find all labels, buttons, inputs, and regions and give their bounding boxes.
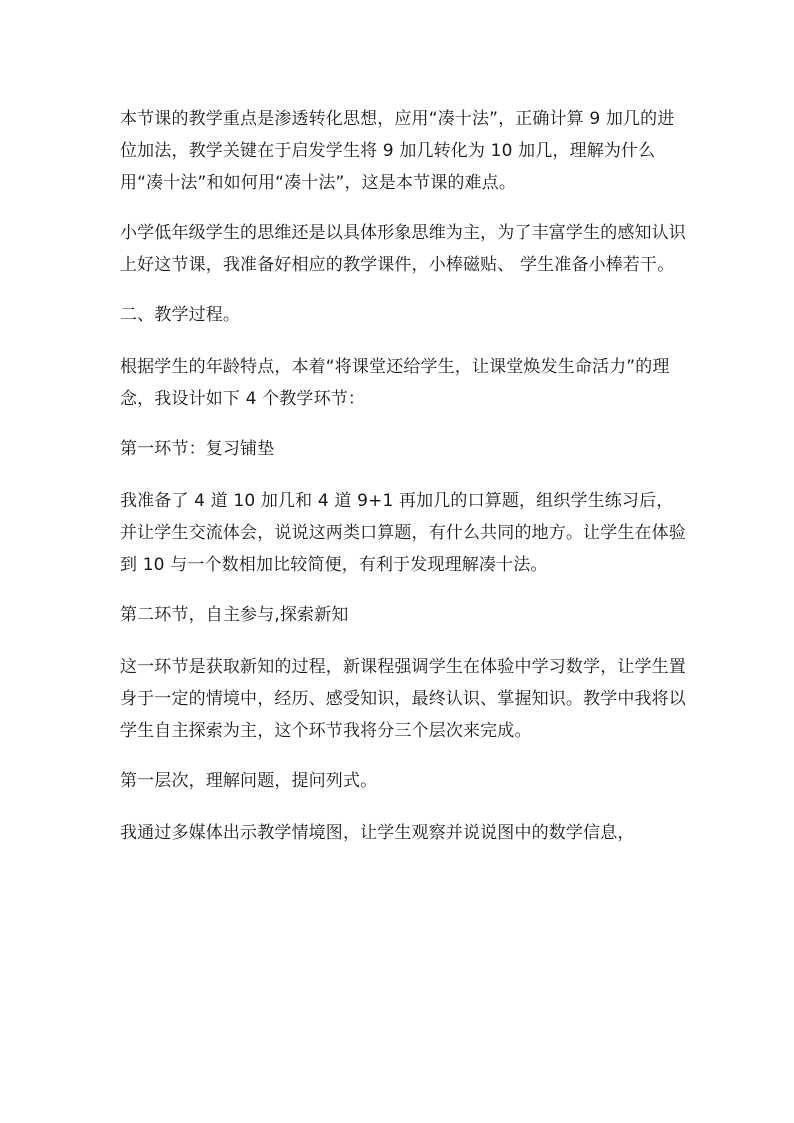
paragraph-design-intro: 根据学生的年龄特点，本着“将课堂还给学生，让课堂焕发生命活力”的理念，我设计如下 4 个教学环节： (120, 357, 670, 409)
document-body (120, 103, 690, 867)
step-heading-1: 第一环节：复习铺垫 (120, 439, 275, 459)
section-heading-teaching-process: 二、教学过程。 (120, 305, 241, 325)
level-heading-1: 第一层次，理解问题，提问列式。 (120, 771, 378, 791)
paragraph-teaching-focus: 本节课的教学重点是渗透转化思想，应用“凑十法”，正确计算 9 加几的进位加法，教学关键在于启发学生将 9 加几转化为 10 加几，理解为什么用“凑十法”和如何用“凑十法”，这是本节课的难点。 (120, 109, 675, 193)
step-heading-2: 第二环节，自主参与,探索新知 (120, 605, 349, 625)
paragraph-student-analysis: 小学低年级学生的思维还是以具体形象思维为主，为了丰富学生的感知认识上好这节课，我准备好相应的教学课件，小棒磁贴、 学生准备小棒若干。 (120, 223, 686, 275)
paragraph-step-1: 我准备了 4 道 10 加几和 4 道 9+1 再加几的口算题，组织学生练习后，并让学生交流体会，说说这两类口算题，有什么共同的地方。让学生在体验到 10 与一个数相加比较简便，有利于发现理解凑十法。 (120, 491, 686, 575)
paragraph-step-2: 这一环节是获取新知的过程，新课程强调学生在体验中学习数学，让学生置身于一定的情境中，经历、感受知识，最终认识、掌握知识。教学中我将以学生自主探索为主，这个环节我将分三个层次来完成。 (120, 657, 686, 741)
paragraph-level-1: 我通过多媒体出示教学情境图，让学生观察并说说图中的数学信息， (120, 823, 635, 843)
